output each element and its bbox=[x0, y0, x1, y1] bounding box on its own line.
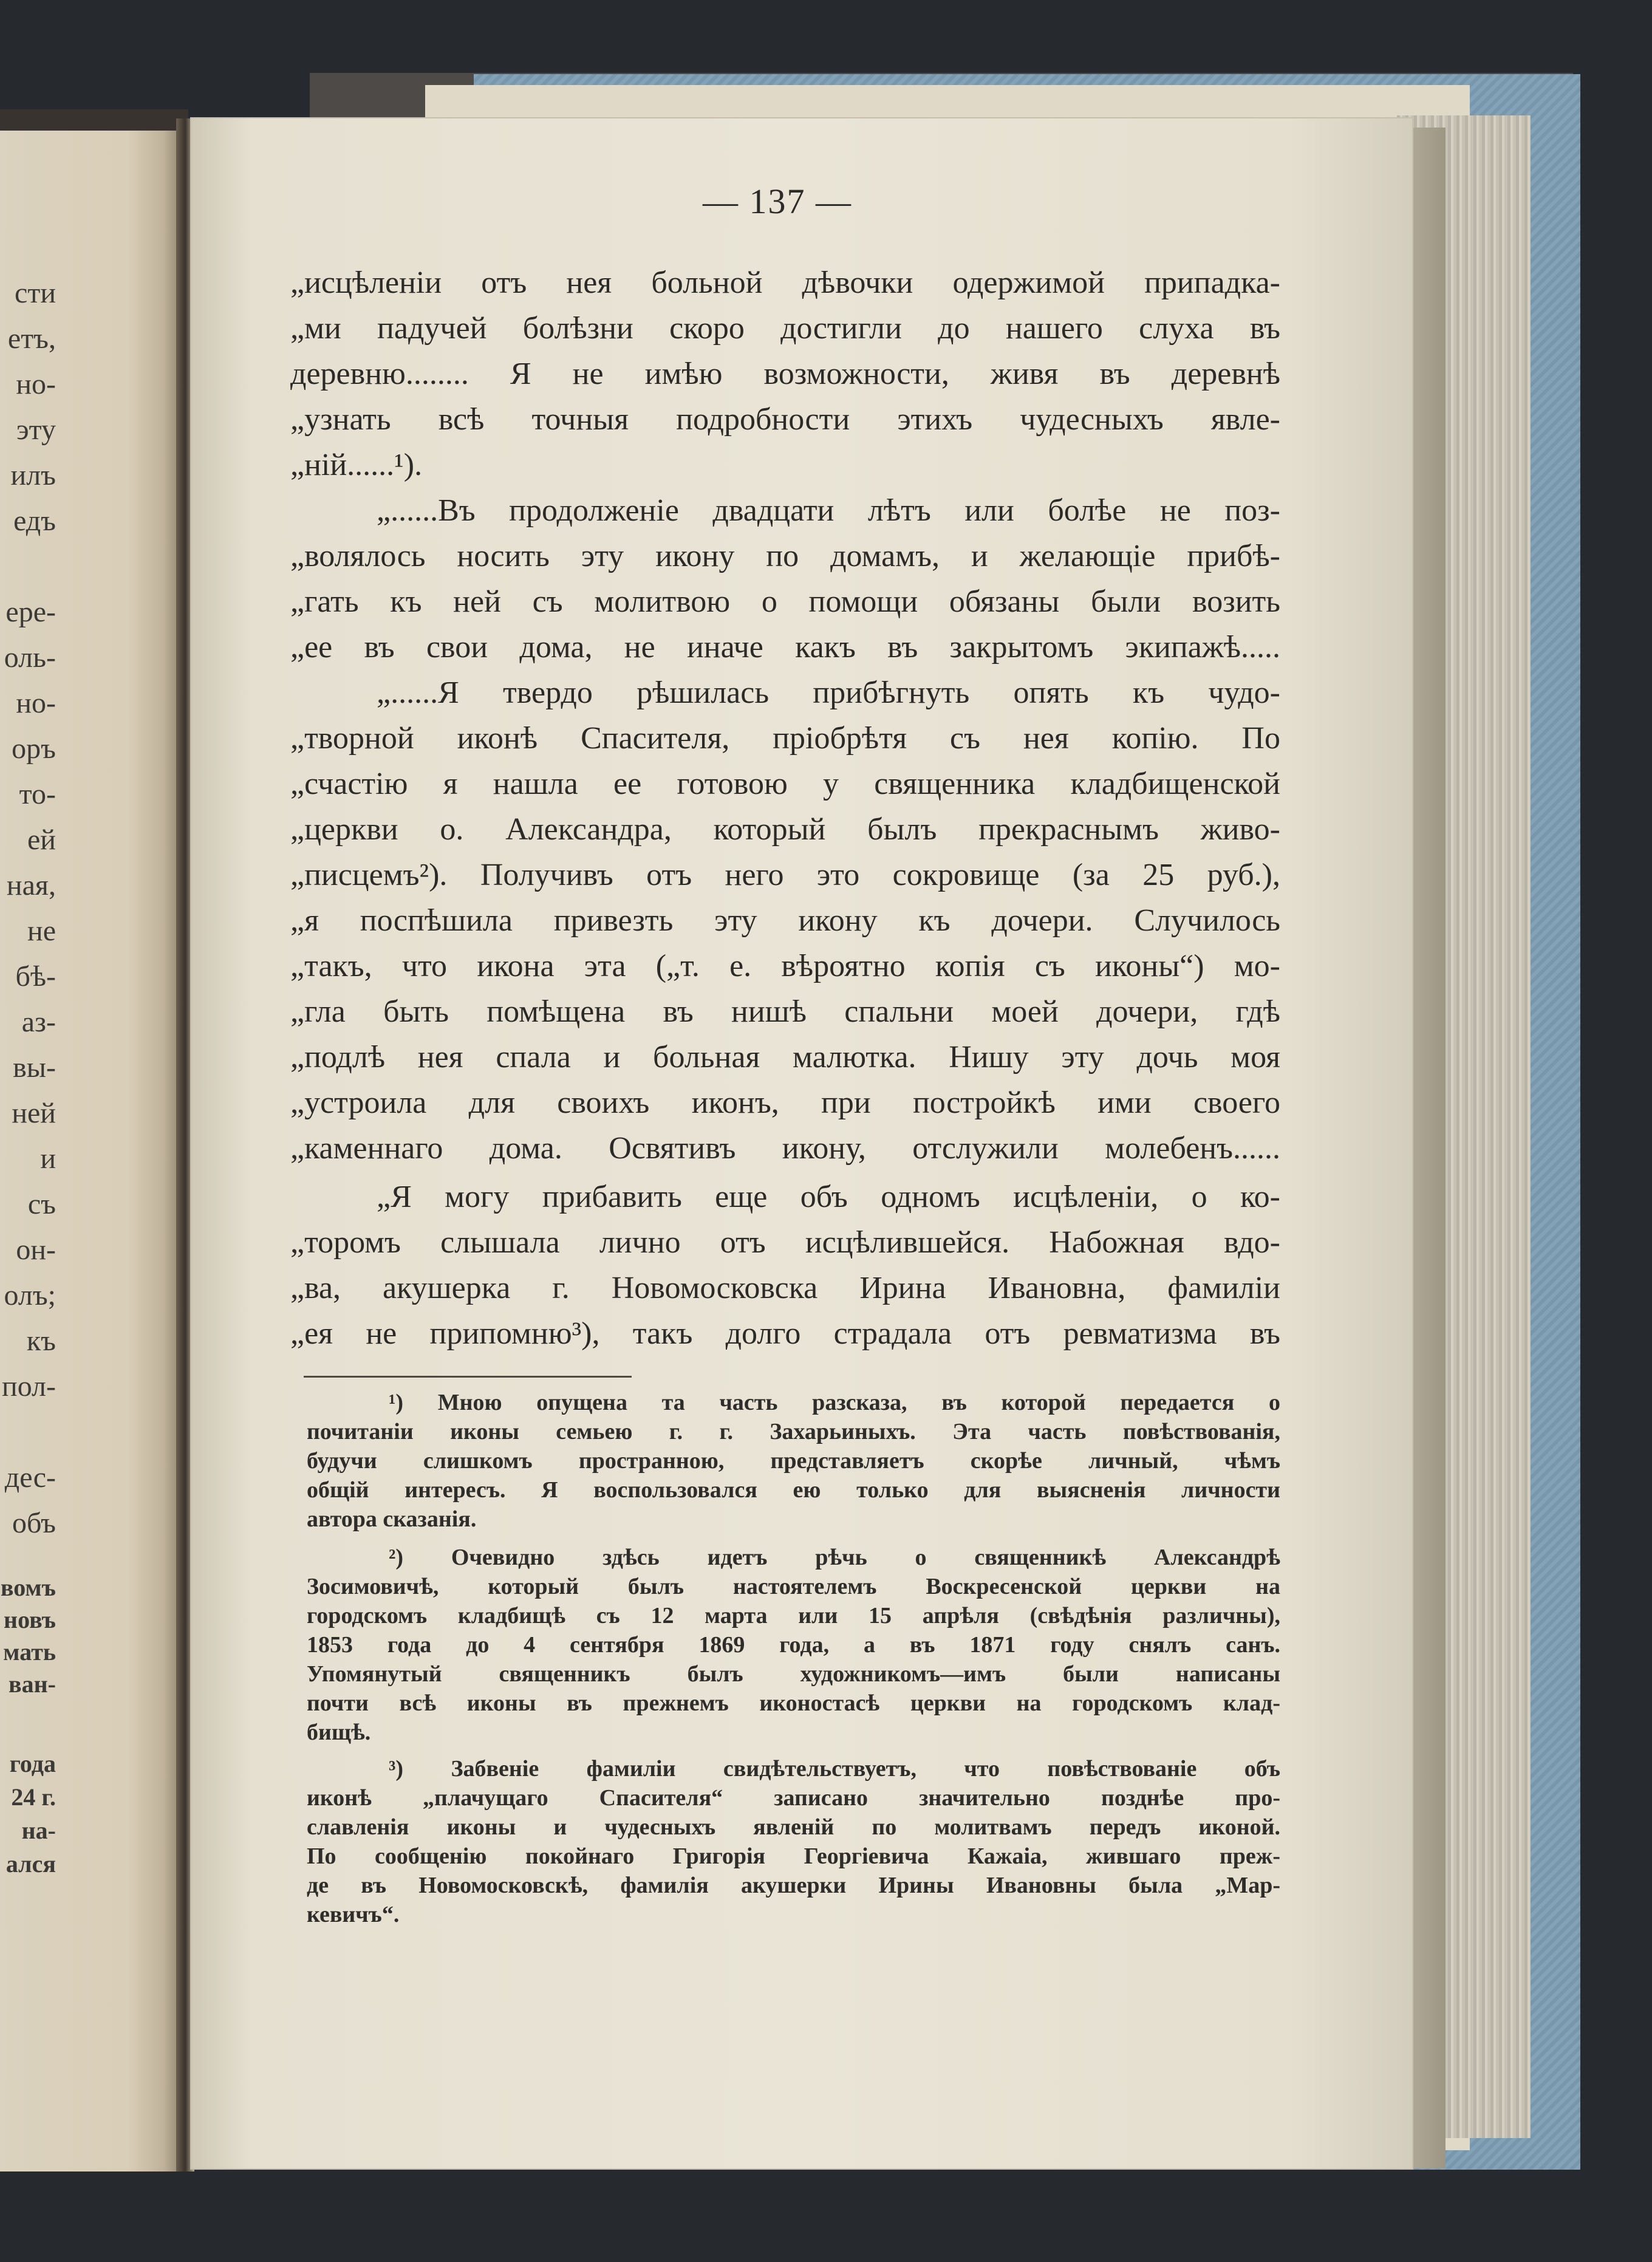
left-fragment: оръ bbox=[12, 733, 56, 765]
footnote-divider bbox=[304, 1376, 632, 1378]
left-footnote-fragment: ался bbox=[5, 1850, 56, 1878]
body-line: „волялось носить эту икону по домамъ, и желающіе прибѣ- bbox=[290, 539, 1280, 573]
left-fragment: етъ, bbox=[7, 323, 56, 355]
footnote-line: де въ Новомосковскѣ, фамилія акушерки Ирины Ивановны была „Мар- bbox=[307, 1873, 1280, 1898]
left-footnote-fragment: новъ bbox=[4, 1606, 56, 1633]
body-line: „гать къ ней съ молитвою о помощи обязаны были возить bbox=[290, 584, 1280, 619]
left-fragment: ная, bbox=[6, 869, 56, 901]
footnote-line: славленія иконы и чудесныхъ явленій по молитвамъ передъ иконой. bbox=[307, 1814, 1280, 1840]
body-line: „ва, акушерка г. Новомосковска Ирина Ивановна, фамиліи bbox=[290, 1271, 1280, 1305]
body-line: „счастію я нашла ее готовою у священника кладбищенской bbox=[290, 767, 1280, 801]
footnote-line: ¹) Мною опущена та часть разсказа, въ которой передается о bbox=[389, 1390, 1280, 1415]
left-fragment: съ bbox=[27, 1188, 56, 1220]
left-fragment: то- bbox=[19, 778, 56, 810]
left-fragment: аз- bbox=[21, 1006, 56, 1038]
body-line: „узнать всѣ точныя подробности этихъ чудесныхъ явле- bbox=[290, 402, 1280, 437]
body-line: „ній......¹). bbox=[290, 448, 423, 482]
body-line: „ея не припомню³), такъ долго страдала отъ ревматизма въ bbox=[290, 1316, 1280, 1351]
left-fragment: илъ bbox=[10, 459, 56, 491]
body-line: „торомъ слышала лично отъ исцѣлившейся. Набожная вдо- bbox=[290, 1225, 1280, 1260]
left-fragment: и bbox=[40, 1143, 56, 1175]
body-line: „......Въ продолженіе двадцати лѣтъ или болѣе не поз- bbox=[377, 493, 1280, 528]
body-line: „Я могу прибавить еще объ одномъ исцѣленіи, о ко- bbox=[377, 1180, 1280, 1214]
body-line: „писцемъ²). Получивъ отъ него это сокровище (за 25 руб.), bbox=[290, 858, 1280, 892]
footnote-line: почитаніи иконы семьею г. г. Захарьиныхъ. Эта часть повѣствованія, bbox=[307, 1419, 1280, 1444]
body-line: „устроила для своихъ иконъ, при постройкѣ ими своего bbox=[290, 1085, 1280, 1120]
body-line: „ее въ свои дома, не иначе какъ въ закрытомъ экипажѣ..... bbox=[290, 630, 1280, 665]
left-fragment: пол- bbox=[2, 1370, 56, 1403]
left-fragment: едъ bbox=[13, 505, 56, 537]
footnote-line: 1853 года до 4 сентября 1869 года, а въ 1871 году снялъ санъ. bbox=[307, 1632, 1280, 1658]
body-line: „я поспѣшила привезть эту икону къ дочери. Случилось bbox=[290, 903, 1280, 938]
body-line: „каменнаго дома. Освятивъ икону, отслужили молебенъ...... bbox=[290, 1131, 1280, 1166]
footnote-line: По сообщенію покойнаго Григорія Георгіевича Кажаіа, жившаго преж- bbox=[307, 1843, 1280, 1869]
footnote-line: городскомъ кладбищѣ съ 12 марта или 15 апрѣля (свѣдѣнія различны), bbox=[307, 1603, 1280, 1628]
body-line: „творной иконѣ Спасителя, пріобрѣтя съ нея копію. По bbox=[290, 721, 1280, 756]
body-line: „......Я твердо рѣшилась прибѣгнуть опять къ чудо- bbox=[377, 675, 1280, 710]
left-fragment: вы- bbox=[13, 1051, 56, 1084]
left-fragment: къ bbox=[26, 1325, 56, 1357]
left-footnote-fragment: ван- bbox=[9, 1670, 56, 1698]
left-fragment: не bbox=[27, 915, 56, 947]
left-fragment: олъ; bbox=[4, 1279, 56, 1311]
footnote-line: кевичъ“. bbox=[307, 1902, 400, 1927]
footnote-line: ²) Очевидно здѣсь идетъ рѣчь о священникѣ Александрѣ bbox=[389, 1545, 1280, 1570]
body-line: „ми падучей болѣзни скоро достигли до нашего слуха въ bbox=[290, 311, 1280, 346]
page-number: — 137 — bbox=[703, 182, 852, 221]
body-line: „гла быть помѣщена въ нишѣ спальни моей дочери, гдѣ bbox=[290, 994, 1280, 1029]
left-fragment: но- bbox=[16, 687, 56, 719]
left-fragment: ней bbox=[12, 1097, 56, 1129]
footnote-line: Зосимовичѣ, который былъ настоятелемъ Воскресенской церкви на bbox=[307, 1574, 1280, 1599]
footnote-line: ³) Забвеніе фамиліи свидѣтельствуетъ, что повѣствованіе объ bbox=[389, 1756, 1280, 1782]
footnote-line: автора сказанія. bbox=[307, 1506, 477, 1532]
left-fragment: ей bbox=[27, 824, 56, 856]
footnote-line: Упомянутый священникъ былъ художникомъ—имъ были написаны bbox=[307, 1661, 1280, 1687]
left-footnote-fragment: на- bbox=[21, 1817, 56, 1844]
body-line: „подлѣ нея спала и больная малютка. Нишу эту дочь моя bbox=[290, 1040, 1280, 1075]
left-fragment: объ bbox=[12, 1507, 56, 1539]
left-footnote-fragment: вомъ bbox=[0, 1574, 56, 1601]
left-fragment: дес- bbox=[4, 1461, 56, 1494]
left-fragment: он- bbox=[16, 1234, 56, 1266]
footnote-line: будучи слишкомъ пространною, представляетъ скорѣе личный, чѣмъ bbox=[307, 1448, 1280, 1474]
left-fragment: оль- bbox=[4, 641, 56, 674]
left-fragment: сти bbox=[15, 277, 56, 309]
body-line: „церкви о. Александра, который былъ прекраснымъ живо- bbox=[290, 812, 1280, 847]
left-fragment: но- bbox=[16, 368, 56, 400]
left-fragment: бѣ- bbox=[15, 960, 56, 993]
footnote-line: бищѣ. bbox=[307, 1720, 371, 1745]
left-fragment: ере- bbox=[5, 596, 56, 628]
body-line: „такъ, что икона эта („т. е. вѣроятно копія съ иконы“) мо- bbox=[290, 949, 1280, 983]
body-line: „исцѣленіи отъ нея больной дѣвочки одержимой припадка- bbox=[290, 265, 1280, 300]
left-footnote-fragment: мать bbox=[3, 1638, 56, 1666]
left-fragment: эту bbox=[16, 414, 56, 446]
footnote-line: общій интересъ. Я воспользовался ею только для выясненія личности bbox=[307, 1477, 1280, 1503]
left-footnote-fragment: 24 г. bbox=[11, 1783, 56, 1811]
left-footnote-fragment: года bbox=[9, 1750, 56, 1777]
body-line: деревню........ Я не имѣю возможности, живя въ деревнѣ bbox=[290, 357, 1280, 391]
footnote-line: почти всѣ иконы въ прежнемъ иконостасѣ церкви на городскомъ клад- bbox=[307, 1690, 1280, 1716]
footnote-line: иконѣ „плачущаго Спасителя“ записано значительно позднѣе про- bbox=[307, 1785, 1280, 1811]
